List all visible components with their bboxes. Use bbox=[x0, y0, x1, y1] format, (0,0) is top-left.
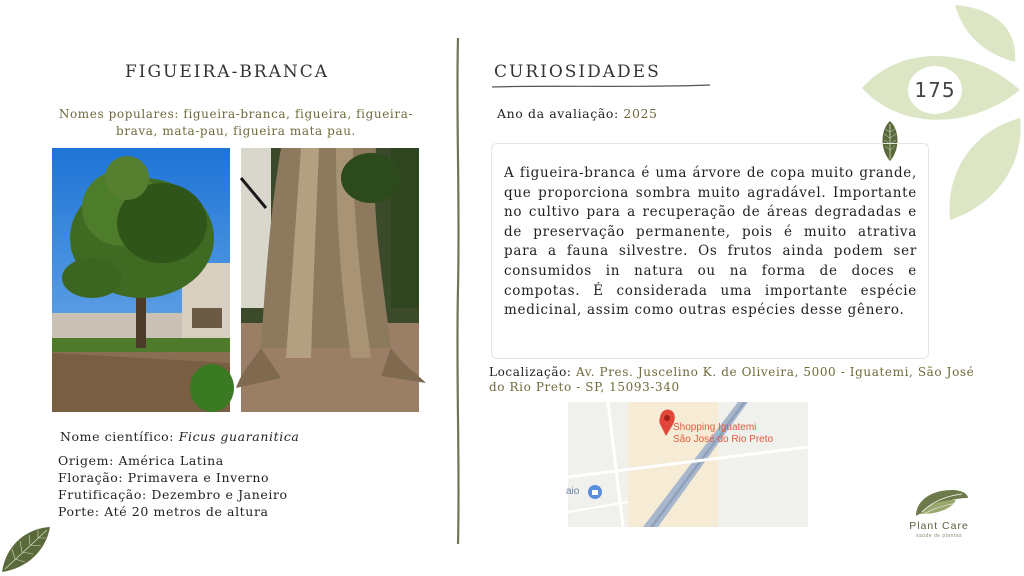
tree-photo bbox=[52, 148, 230, 412]
column-divider bbox=[452, 38, 464, 544]
trunk-photo bbox=[241, 148, 419, 412]
facts-list bbox=[58, 452, 288, 520]
species-title: FIGUEIRA-BRANCA bbox=[124, 62, 330, 82]
evaluation-year: 2025 bbox=[623, 106, 658, 121]
fact-size: Porte: Até 20 metros de altura bbox=[58, 504, 269, 519]
location-address: Av. Pres. Juscelino K. de Oliveira, 5000 - Iguatemi, São José do Rio Preto - SP, 15093-340 bbox=[489, 365, 975, 394]
page-number: 175 bbox=[908, 66, 962, 114]
plant-care-logo-icon bbox=[912, 488, 970, 518]
scientific-name: Ficus guaranitica bbox=[178, 429, 300, 444]
fact-fruiting: Frutificação: Dezembro e Janeiro bbox=[58, 487, 288, 502]
description-box: A figueira-branca é uma árvore de copa muito grande, que proporciona sombra muito agradável. Importante no cultivo para a recuperação de áreas degradadas e de preservação permanente, pois é muito atrativa para a fauna silvestre. Os frutos ainda podem ser consumidos in natura ou na forma de doces e compotas. É considerada uma importante espécie medicinal, assim como outras espécies desse gênero. bbox=[491, 143, 929, 359]
location-line bbox=[489, 365, 975, 395]
location-label: Localização: bbox=[489, 365, 576, 379]
curiosities-title: CURIOSIDADES bbox=[494, 62, 661, 82]
map-side-label: aio bbox=[566, 486, 580, 497]
fact-origin: Origem: América Latina bbox=[58, 453, 224, 468]
location-map[interactable] bbox=[568, 402, 808, 527]
evaluation-label: Ano da avaliação: bbox=[497, 106, 624, 121]
scientific-label: Nome científico: bbox=[60, 429, 179, 444]
popular-names: Nomes populares: figueira-branca, figueira, figueira-brava, mata-pau, figueira mata pau. bbox=[58, 107, 414, 138]
logo-name: Plant Care bbox=[909, 520, 969, 532]
title-underline bbox=[492, 82, 710, 90]
decorative-leaf-bottom-left bbox=[0, 524, 52, 574]
evaluation-year-line bbox=[497, 106, 658, 121]
map-place-label: Shopping Iguatemi São José do Rio Preto bbox=[673, 422, 774, 445]
logo-tagline: saúde de plantas bbox=[915, 533, 963, 539]
scientific-name-line bbox=[60, 429, 299, 444]
fact-flowering: Floração: Primavera e Inverno bbox=[58, 470, 270, 485]
